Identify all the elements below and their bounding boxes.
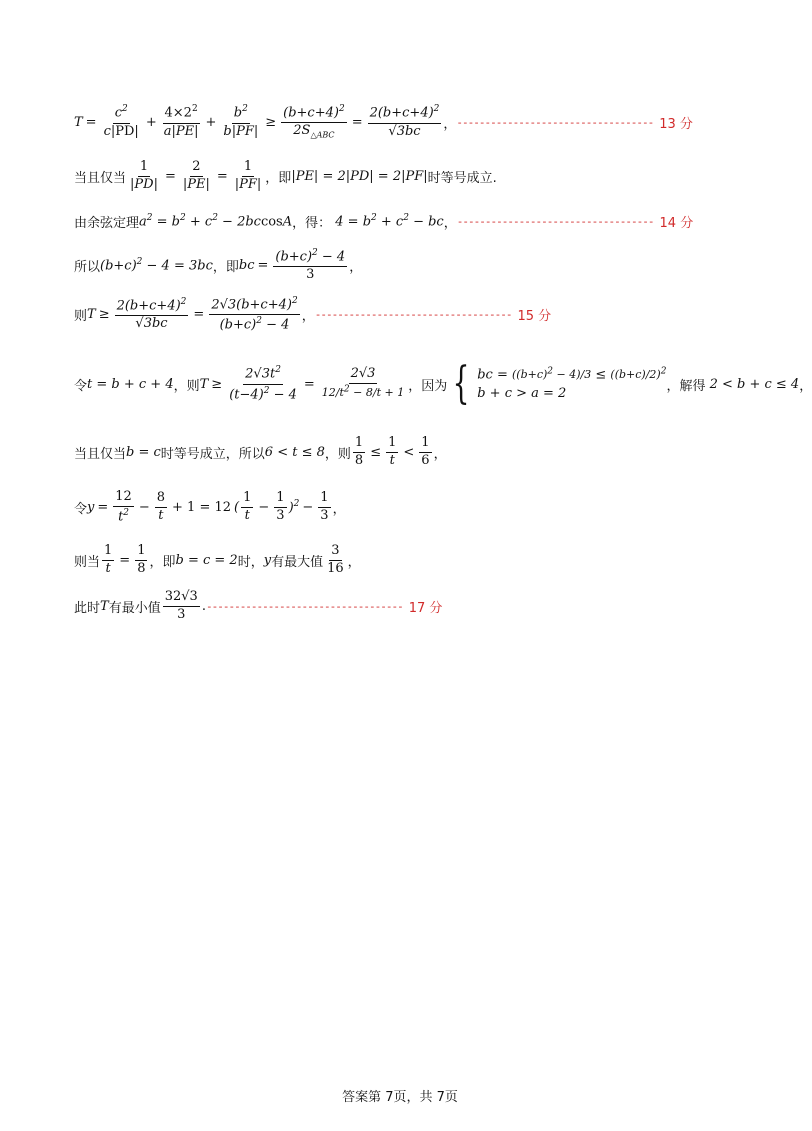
score-15: 15 分 [517,309,552,325]
solution-line-8: 令 y = $\frac{12}{t^2}$ − $\frac{8}{t}$ + 1 = 12 ( $\frac{1}{t}$ − $\frac{1}{3}$ )$^2$ − $\frac{1}{3}$ ， [74,489,346,525]
solution-line-7: 当且仅当 b = c 时等号成立，所以 6 < t ≤ 8 ，则 $\frac{1}{8}$ ≤ $\frac{1}{t}$ < $\frac{1}{6}$ ， [74,435,447,468]
score-14: 14 分 [659,216,694,231]
solution-line-3: 由余弦定理 $a^2 = b^2 + c^2 - 2bccosA$ ，得： $4 = b^2 + c^2$ − bc ， ----------------------------------- 14 分 [74,213,694,231]
solution-line-2: 当且仅当 $\frac{1}{|PD|}$ = $\frac{2}{|PE|}$ = $\frac{1}{|PF|}$ ，即 |PE| = 2|PD| = 2|PF| 时等号成立. [74,159,497,192]
solution-line-10: 此时 T 有最小值 $\frac{32√3}{3}$ . ----------------------------------- 17 分 [74,589,443,622]
score-17: 17 分 [408,600,443,616]
solution-line-4: 所以 $(b+c)^2 - 4 = 3bc$ ，即 bc = $\frac{(b+c)^2 - 4}{3}$ ， [74,248,363,283]
solution-line-9: 则当 $\frac{1}{t}$ = $\frac{1}{8}$ ，即 b = c = 2 时， y 有最大值 $\frac{3}{16}$ ， [74,543,361,576]
score-13: 13 分 [659,116,693,132]
page-footer: 答案第 7页，共 7页 [342,1090,458,1105]
solution-line-1: T = $\frac{c^2}{c|PD|}$ + $\frac{4\times 2^2}{a|PE|}$ + $\frac{b^2}{b|PF|}$ ≥ $\frac{(b+c+4)^2}{2S_{\triangle ABC}}$ = $\frac{2(b+c+4)^2}{√3bc}$ ， ----------------------------------- 13 分 [74,104,693,140]
solution-line-5: 则 T ≥ $\frac{2(b+c+4)^2}{√3bc}$ = $\frac{2√3(b+c+4)^2}{(b+c)^2 - 4}$ ， ----------------------------------- 15 分 [74,296,552,333]
solution-line-6: 令 t = b + c + 4 ，则 T ≥ $\frac{2√3t^2}{(t-4)^2 - 4}$ = $\frac{2√3}{12/t^2 - 8/t + 1}$ ，因为 { bc = $((b+c)^2 - 4)/3 \le ((b+c)/2)^2$ b + c > a = 2 ，解得 2 < b + c ≤ 4 ， [74,358,812,409]
